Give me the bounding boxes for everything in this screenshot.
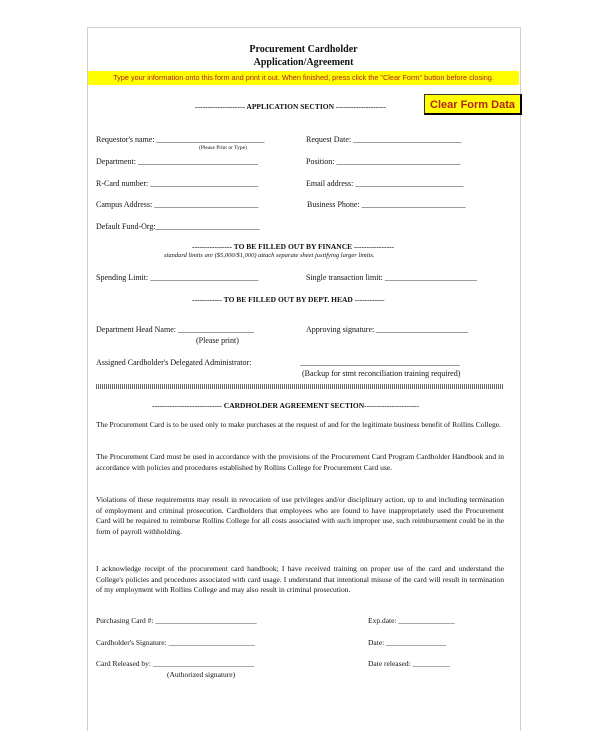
card-released-by-field[interactable]: Card Released by: ___________________________: [96, 659, 255, 668]
position-field[interactable]: Position: _______________________________: [306, 157, 461, 166]
department-head-name-field[interactable]: Department Head Name: ___________________: [96, 325, 254, 334]
requestor-name-hint: (Please Print or Type): [199, 145, 247, 151]
business-phone-field[interactable]: Business Phone: __________________________: [307, 200, 466, 209]
department-head-name-hint: (Please print): [196, 336, 239, 345]
approving-signature-field[interactable]: Approving signature: _______________________: [306, 325, 469, 334]
request-date-field[interactable]: Request Date: ___________________________: [306, 135, 462, 144]
cardholder-signature-field[interactable]: Cardholder's Signature: _______________________: [96, 638, 255, 647]
date-released-field[interactable]: Date released: __________: [368, 659, 451, 668]
form-title-line-1: Procurement Cardholder: [249, 44, 358, 55]
agreement-paragraph-1: The Procurement Card is to be used only to make purchases at the request of and for the legitimate business benefit of Rollins College.: [96, 420, 501, 429]
department-field[interactable]: Department: ______________________________: [96, 157, 258, 166]
clear-form-button[interactable]: Clear Form Data: [424, 94, 522, 115]
single-transaction-limit-field[interactable]: Single transaction limit: _______________________: [306, 273, 477, 282]
requestor-name-field[interactable]: Requestor's name: ___________________________: [96, 135, 265, 144]
section-divider: [96, 384, 504, 389]
signature-date-field[interactable]: Date: ________________: [368, 638, 447, 647]
agreement-paragraph-4: I acknowledge receipt of the procurement card handbook; I have received training on proper use of the card and understand the College's policies and procedures associated with card usage. I understand that intentional misuse of the card will result in termination of my employment with Rollins College and may also result in criminal prosecution.: [96, 564, 504, 594]
rcard-number-field[interactable]: R-Card number: ___________________________: [96, 179, 259, 188]
email-address-field[interactable]: Email address: ___________________________: [306, 179, 464, 188]
campus-address-field[interactable]: Campus Address: __________________________: [96, 200, 259, 209]
application-section-header: -------------------- APPLICATION SECTION --------------------: [195, 102, 386, 111]
delegated-administrator-hint: (Backup for stmt reconciliation training required): [302, 369, 461, 378]
agreement-paragraph-3: Violations of these requirements may result in revocation of use privileges and/or disciplinary action, up to and including termination of employment and criminal prosecution. Cardholders that employees who are found to have inappropriately used the Procurement Card will be required to reimburse Rollins College for all costs associated with such improper use, such reimbursement could be in the form of payroll withholding.: [96, 495, 504, 536]
cardholder-agreement-header: ---------------------------- CARDHOLDER AGREEMENT SECTION----------------------: [152, 401, 420, 410]
agreement-paragraph-2: The Procurement Card must be used in accordance with the provisions of the Procurement Card Program Cardholder Handbook and in accordance with policies and procedures established by Rollins College for Procurement Card use.: [96, 452, 504, 472]
finance-section-header: ---------------- TO BE FILLED OUT BY FINANCE ----------------: [192, 242, 394, 251]
form-frame: [87, 27, 521, 731]
expiration-date-field[interactable]: Exp.date: _______________: [368, 616, 455, 625]
authorized-signature-hint: (Authorized signature): [167, 670, 236, 679]
instruction-banner: Type your information onto this form and print it out. When finished, press click the "Clear Form" button before closing.: [88, 71, 519, 85]
form-title-line-2: Application/Agreement: [253, 57, 354, 68]
spending-limit-field[interactable]: Spending Limit: ___________________________: [96, 273, 259, 282]
delegated-administrator-field[interactable]: ________________________________________: [300, 358, 460, 367]
default-fund-org-field[interactable]: Default Fund-Org:__________________________: [96, 222, 260, 231]
delegated-administrator-label: Assigned Cardholder's Delegated Administrator:: [96, 358, 252, 367]
purchasing-card-number-field[interactable]: Purchasing Card #: ___________________________: [96, 616, 257, 625]
finance-limits-note: standard limits are ($5,000/$1,000) attach separate sheet justifying larger limits.: [164, 252, 375, 259]
dept-head-section-header: ------------ TO BE FILLED OUT BY DEPT. HEAD ------------: [192, 295, 385, 304]
